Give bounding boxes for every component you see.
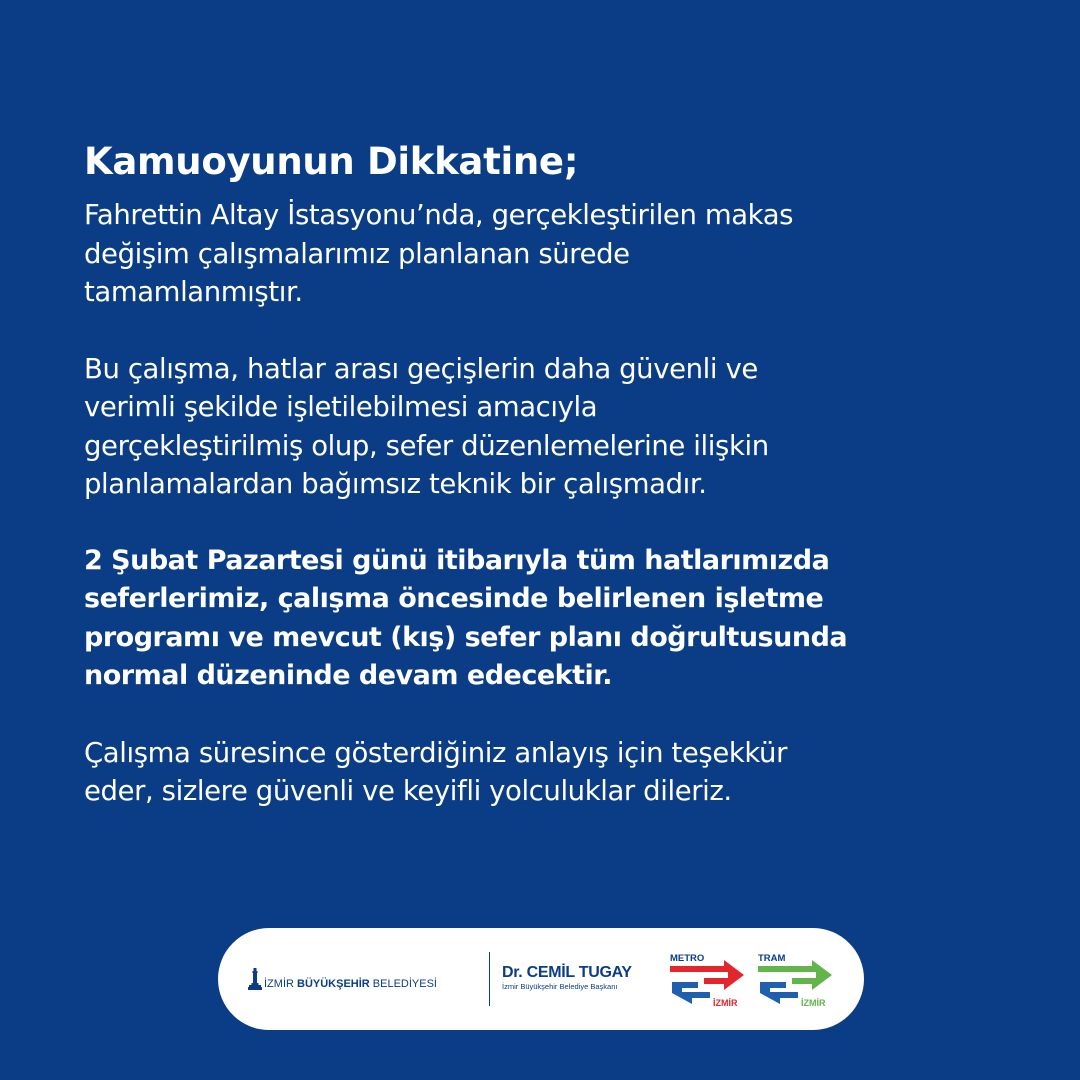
- clock-tower-icon: [248, 968, 262, 990]
- announcement-heading: Kamuoyunun Dikkatine;: [84, 140, 579, 183]
- paragraph-line: eder, sizlere güvenli ve keyifli yolculuklar dileriz.: [84, 775, 732, 807]
- paragraph-line: normal düzeninde devam edecektir.: [84, 660, 613, 691]
- metro-city: İZMİR: [713, 998, 738, 1008]
- paragraph-line: değişim çalışmalarımız planlanan sürede: [84, 237, 630, 270]
- announcement: [84, 138, 1004, 849]
- mayor-name: Dr. CEMİL TUGAY: [502, 964, 632, 981]
- paragraph-purpose: [84, 350, 1004, 504]
- paragraph-thanks: [84, 734, 1004, 811]
- paragraph-line: planlamalardan bağımsız teknik bir çalışmadır.: [84, 468, 707, 500]
- paragraph-line: Bu çalışma, hatlar arası geçişlerin daha güvenli ve: [84, 352, 758, 385]
- municipality-name-prefix: İZMİR: [264, 978, 297, 990]
- logo-divider: [489, 952, 490, 1006]
- metro-izmir-logo: [668, 950, 748, 1008]
- paragraph-line: programı ve mevcut (kış) sefer planı doğrultusunda: [84, 621, 848, 653]
- paragraph-line: seferlerimiz, çalışma öncesinde belirlenen işletme: [84, 583, 824, 614]
- mayor-signature: [502, 964, 632, 992]
- paragraph-line: 2 Şubat Pazartesi günü itibarıyla tüm hatlarımızda: [84, 544, 830, 576]
- paragraph-schedule: [84, 542, 1004, 696]
- paragraph-line: Çalışma süresince gösterdiğiniz anlayış için teşekkür: [84, 736, 787, 769]
- tram-city: İZMİR: [801, 998, 826, 1008]
- municipality-name: [264, 978, 437, 990]
- municipality-name-suffix: BELEDİYESİ: [369, 978, 437, 990]
- paragraph-line: verimli şekilde işletilebilmesi amacıyla: [84, 391, 598, 423]
- paragraph-line: tamamlanmıştır.: [84, 276, 303, 308]
- paragraph-line: Fahrettin Altay İstasyonu’nda, gerçekleştirilen makas: [84, 199, 794, 231]
- footer-logo-bar: [218, 928, 864, 1030]
- tram-izmir-logo: [756, 950, 836, 1008]
- tram-label: TRAM: [758, 953, 786, 964]
- metro-label: METRO: [670, 953, 705, 964]
- paragraph-line: gerçekleştirilmiş olup, sefer düzenlemelerine ilişkin: [84, 429, 769, 462]
- tram-blue-arrow: [760, 982, 798, 1004]
- metro-blue-arrow: [672, 982, 710, 1004]
- municipality-name-bold: BÜYÜKŞEHİR: [297, 978, 370, 990]
- mayor-title: İzmir Büyükşehir Belediye Başkanı: [502, 982, 618, 991]
- paragraph-completion: [84, 196, 1004, 312]
- izmir-municipality-logo: [248, 968, 437, 990]
